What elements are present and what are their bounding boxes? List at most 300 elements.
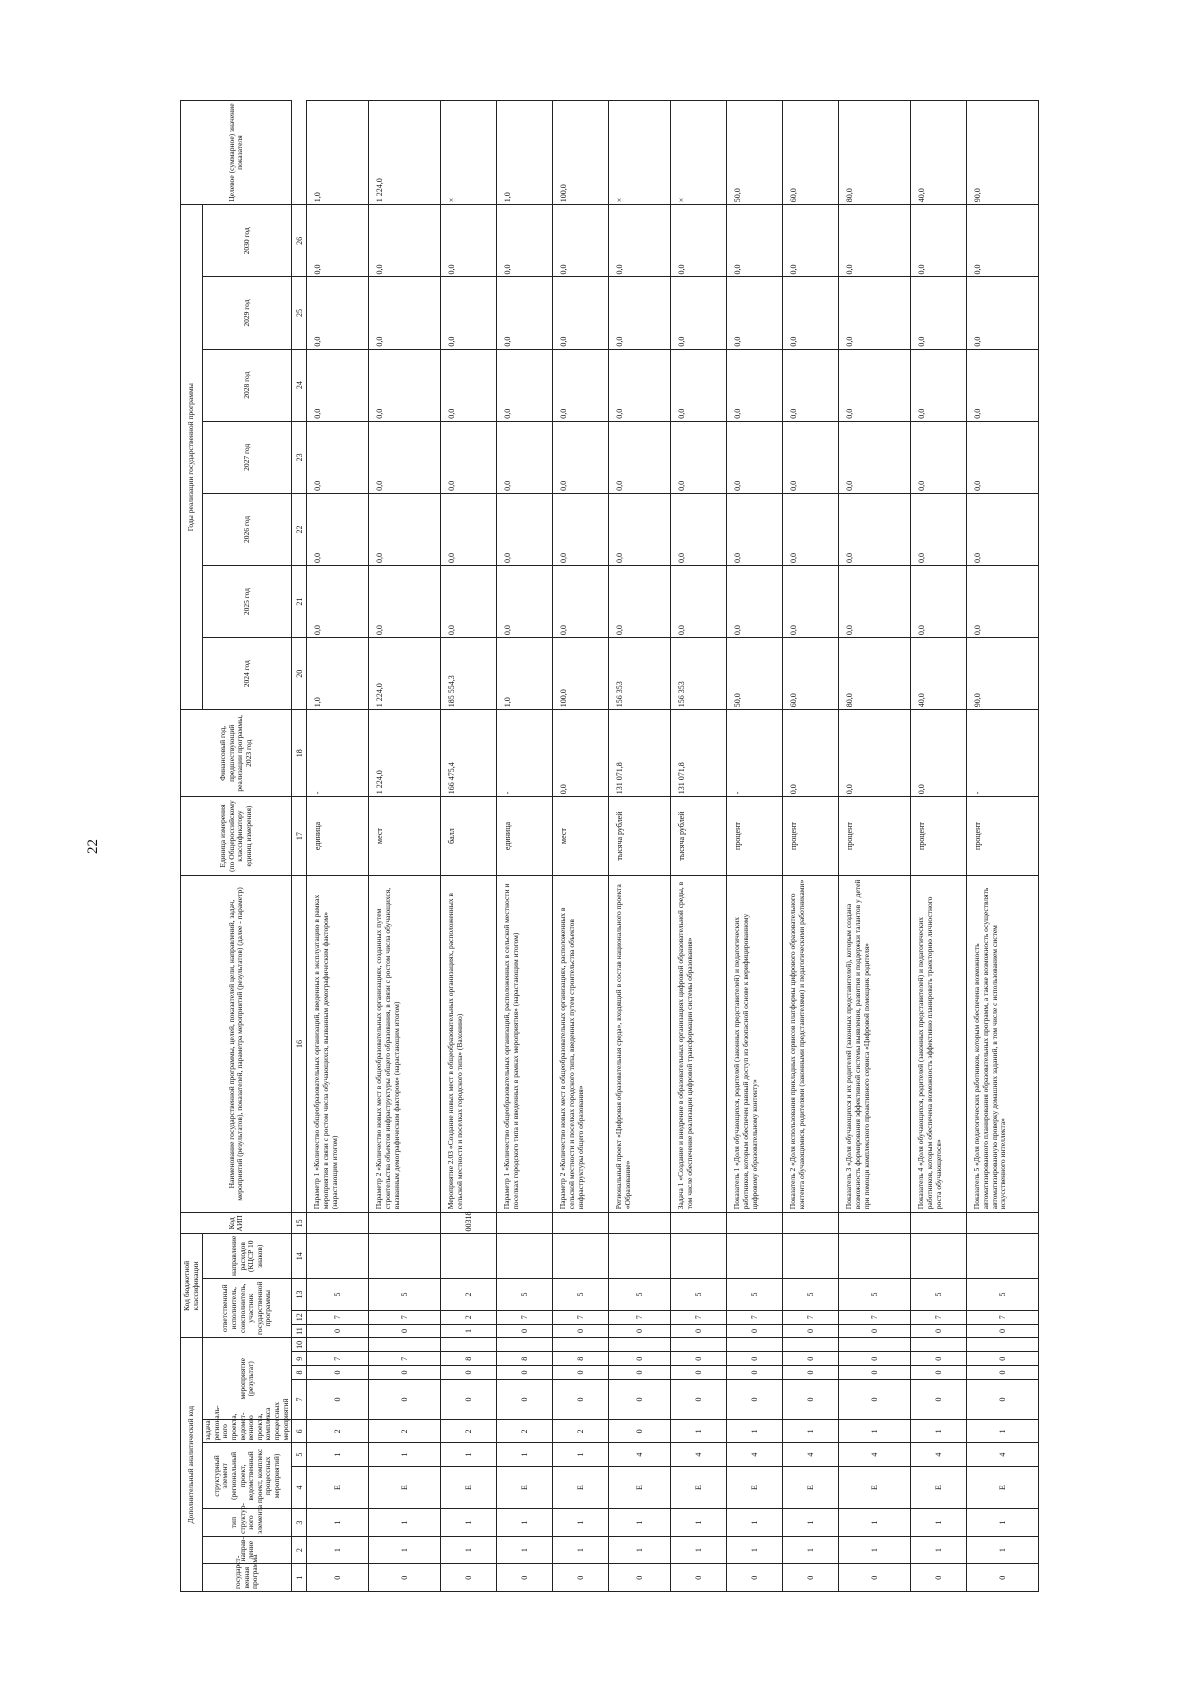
code-exec-3: 5 (783, 1279, 839, 1311)
fin-year-value: 0,0 (783, 710, 839, 797)
code-type: 1 (727, 1509, 783, 1537)
code-event-2: 0 (783, 1366, 839, 1380)
fin-year-value: - (497, 710, 553, 797)
row-unit: процент (727, 797, 783, 876)
table-row (609, 101, 671, 1592)
value-2028: 0,0 (783, 349, 839, 421)
col-num: 24 (292, 349, 307, 421)
code-gp: 0 (497, 1564, 553, 1592)
code-task: 2 (441, 1420, 497, 1443)
table-row (497, 101, 553, 1592)
value-2029: 0,0 (441, 277, 497, 349)
fin-year-value: - (727, 710, 783, 797)
value-2025: 0,0 (967, 566, 1039, 638)
code-gp: 0 (609, 1564, 671, 1592)
code-exec-1: 0 (783, 1324, 839, 1338)
code-type: 1 (839, 1509, 911, 1537)
hdr-event: мероприятие (результат) (203, 1338, 292, 1420)
row-name: Показатель 4 «Доля обучающихся, родителей (законных представителей) и педагогических работников, которым обеспечена возможность эффективно планировать траекторию личностного роста обучающегося» (911, 875, 967, 1212)
kcsr-code (307, 1234, 369, 1279)
value-2028: 0,0 (671, 349, 727, 421)
aip-code (307, 1213, 369, 1234)
code-event-3: 0 (839, 1352, 911, 1366)
code-direction: 1 (911, 1536, 967, 1564)
value-2030: 0,0 (839, 205, 911, 277)
value-2026: 0,0 (553, 493, 609, 565)
value-2027: 0,0 (783, 421, 839, 493)
value-2025: 0,0 (727, 566, 783, 638)
col-num: 26 (292, 205, 307, 277)
code-direction: 1 (671, 1536, 727, 1564)
col-num: 5 (292, 1443, 307, 1466)
value-2026: 0,0 (727, 493, 783, 565)
value-2025: 0,0 (441, 566, 497, 638)
row-name: Региональный проект «Цифровая образовательная среда», входящий в состав национального проекта «Образование» (609, 875, 671, 1212)
code-event-4 (783, 1338, 839, 1352)
col-num: 23 (292, 421, 307, 493)
target-value: 90,0 (967, 101, 1039, 205)
code-exec-2: 7 (727, 1310, 783, 1324)
code-task: 1 (727, 1420, 783, 1443)
code-struct-num: 4 (911, 1443, 967, 1466)
code-type: 1 (441, 1509, 497, 1537)
hdr-struct: структурный элемент (региональный проект, ведомственный проект, комплекс процессных мероприятий) (203, 1443, 292, 1509)
code-exec-3: 5 (307, 1279, 369, 1311)
kcsr-code (911, 1234, 967, 1279)
value-2025: 0,0 (671, 566, 727, 638)
hdr-year-2024: 2024 год (203, 638, 292, 710)
page-number: 22 (85, 839, 101, 854)
row-unit: мест (369, 797, 441, 876)
value-2030: 0,0 (369, 205, 441, 277)
table-row (783, 101, 839, 1592)
fin-year-value: 0,0 (911, 710, 967, 797)
code-struct: Е (497, 1466, 553, 1508)
value-2027: 0,0 (497, 421, 553, 493)
value-2026: 0,0 (497, 493, 553, 565)
code-struct-num: 1 (369, 1443, 441, 1466)
value-2030: 0,0 (307, 205, 369, 277)
col-num: 21 (292, 566, 307, 638)
hdr-fin-year: Финансовый год, предшествующий реализации программы, 2023 год (181, 710, 292, 797)
code-struct: Е (727, 1466, 783, 1508)
code-gp: 0 (553, 1564, 609, 1592)
value-2030: 0,0 (783, 205, 839, 277)
value-2025: 0,0 (609, 566, 671, 638)
kcsr-code (553, 1234, 609, 1279)
target-value: 50,0 (727, 101, 783, 205)
value-2028: 0,0 (727, 349, 783, 421)
code-task: 1 (839, 1420, 911, 1443)
value-2026: 0,0 (671, 493, 727, 565)
kcsr-code (783, 1234, 839, 1279)
hdr-year-2025: 2025 год (203, 566, 292, 638)
code-event-4 (609, 1338, 671, 1352)
code-event-1: 0 (307, 1379, 369, 1419)
col-num: 8 (292, 1366, 307, 1380)
code-event-4 (553, 1338, 609, 1352)
fin-year-value: 0,0 (553, 710, 609, 797)
value-2029: 0,0 (967, 277, 1039, 349)
col-num: 13 (292, 1279, 307, 1311)
code-struct-num: 1 (441, 1443, 497, 1466)
code-direction: 1 (967, 1536, 1039, 1564)
code-event-1: 0 (609, 1379, 671, 1419)
hdr-year-2029: 2029 год (203, 277, 292, 349)
value-2027: 0,0 (441, 421, 497, 493)
code-struct-num: 4 (839, 1443, 911, 1466)
code-type: 1 (671, 1509, 727, 1537)
col-num: 2 (292, 1536, 307, 1564)
code-event-2: 0 (369, 1366, 441, 1380)
target-value: × (609, 101, 671, 205)
code-exec-1: 0 (967, 1324, 1039, 1338)
col-num: 14 (292, 1234, 307, 1279)
row-name: Параметр 2 «Количество новых мест в общеобразовательных организациях, расположенных в сельской местности и поселках городского типа, введенных путем строительства объектов инфраструктуры общего образования» (553, 875, 609, 1212)
code-event-4 (727, 1338, 783, 1352)
code-direction: 1 (783, 1536, 839, 1564)
fin-year-value: - (967, 710, 1039, 797)
hdr-target: Целевое (суммарное) значение показателя (181, 101, 292, 205)
code-exec-1: 0 (671, 1324, 727, 1338)
code-event-3: 0 (967, 1352, 1039, 1366)
code-event-1: 0 (369, 1379, 441, 1419)
code-type: 1 (553, 1509, 609, 1537)
fin-year-value: 131 071,8 (671, 710, 727, 797)
col-num: 3 (292, 1509, 307, 1537)
value-2024: 156 353 (609, 638, 671, 710)
code-exec-1: 0 (369, 1324, 441, 1338)
value-2029: 0,0 (839, 277, 911, 349)
aip-code (369, 1213, 441, 1234)
row-name: Показатель 2 «Доля использования прикладных сервисов платформы цифрового образовательного контента обучающимися, родителями (законными представителями) и педагогическими работниками» (783, 875, 839, 1212)
code-task: 2 (307, 1420, 369, 1443)
value-2025: 0,0 (497, 566, 553, 638)
value-2027: 0,0 (911, 421, 967, 493)
fin-year-value: 166 475,4 (441, 710, 497, 797)
code-struct-num: 1 (497, 1443, 553, 1466)
code-event-4 (307, 1338, 369, 1352)
code-event-1: 0 (783, 1379, 839, 1419)
code-gp: 0 (967, 1564, 1039, 1592)
value-2028: 0,0 (839, 349, 911, 421)
hdr-gp: государст-венная программа (203, 1564, 292, 1592)
col-num: 16 (292, 875, 307, 1212)
aip-code (967, 1213, 1039, 1234)
code-exec-3: 5 (671, 1279, 727, 1311)
hdr-analytic-code: Дополнительный аналитический код (181, 1338, 203, 1592)
code-direction: 1 (369, 1536, 441, 1564)
table-row (911, 101, 967, 1592)
hdr-type: тип структур-ного элемента (203, 1509, 292, 1537)
value-2029: 0,0 (307, 277, 369, 349)
row-unit: единица (307, 797, 369, 876)
value-2025: 0,0 (307, 566, 369, 638)
hdr-year-2026: 2026 год (203, 493, 292, 565)
code-exec-3: 5 (839, 1279, 911, 1311)
table-row (441, 101, 497, 1592)
code-event-2: 0 (727, 1366, 783, 1380)
code-type: 1 (497, 1509, 553, 1537)
row-unit: мест (553, 797, 609, 876)
code-event-1: 0 (727, 1379, 783, 1419)
code-struct-num: 1 (307, 1443, 369, 1466)
row-name: Показатель 1 «Доля обучающихся, родителей (законных представителей) и педагогических работников, которым обеспечен равный доступ из безопасной основе к верифицированному цифровому образовательному контенту» (727, 875, 783, 1212)
code-event-3: 8 (497, 1352, 553, 1366)
code-event-1: 0 (839, 1379, 911, 1419)
value-2026: 0,0 (609, 493, 671, 565)
code-gp: 0 (911, 1564, 967, 1592)
row-name: Параметр 1 «Количество общеобразовательных организаций, введенных в эксплуатацию в рамках мероприятия в связи с ростом числа обучающихся, вызванным демографическим фактором» (нарастающим итогом) (307, 875, 369, 1212)
value-2027: 0,0 (967, 421, 1039, 493)
code-struct: Е (307, 1466, 369, 1508)
value-2029: 0,0 (727, 277, 783, 349)
code-event-2: 0 (609, 1366, 671, 1380)
row-name: Мероприятие 2.03 «Создание новых мест в общеобразовательных организациях, расположенных в сельской местности и поселках городского типа» (Вахонино) (441, 875, 497, 1212)
value-2024: 185 554,3 (441, 638, 497, 710)
code-exec-3: 5 (497, 1279, 553, 1311)
code-exec-1: 0 (609, 1324, 671, 1338)
code-direction: 1 (307, 1536, 369, 1564)
code-event-3: 0 (671, 1352, 727, 1366)
value-2024: 50,0 (727, 638, 783, 710)
value-2025: 0,0 (783, 566, 839, 638)
table-row (553, 101, 609, 1592)
code-event-1: 0 (497, 1379, 553, 1419)
value-2024: 1 224,0 (369, 638, 441, 710)
kcsr-code (967, 1234, 1039, 1279)
row-unit: процент (967, 797, 1039, 876)
table-row (967, 101, 1039, 1592)
kcsr-code (839, 1234, 911, 1279)
code-struct: Е (839, 1466, 911, 1508)
code-exec-2: 7 (307, 1310, 369, 1324)
value-2028: 0,0 (441, 349, 497, 421)
col-num: 25 (292, 277, 307, 349)
value-2028: 0,0 (369, 349, 441, 421)
value-2026: 0,0 (911, 493, 967, 565)
code-struct-num: 4 (967, 1443, 1039, 1466)
col-num: 7 (292, 1379, 307, 1419)
code-exec-1: 0 (497, 1324, 553, 1338)
code-struct-num: 1 (553, 1443, 609, 1466)
value-2028: 0,0 (911, 349, 967, 421)
aip-code (553, 1213, 609, 1234)
value-2025: 0,0 (839, 566, 911, 638)
code-direction: 1 (441, 1536, 497, 1564)
code-event-2: 0 (441, 1366, 497, 1380)
code-struct-num: 4 (609, 1443, 671, 1466)
value-2030: 0,0 (553, 205, 609, 277)
value-2025: 0,0 (369, 566, 441, 638)
code-direction: 1 (609, 1536, 671, 1564)
hdr-unit: Единица измерения (по Общероссийскому классификатору единиц измерения) (181, 797, 292, 876)
code-struct: Е (441, 1466, 497, 1508)
code-event-4 (839, 1338, 911, 1352)
code-exec-2: 7 (609, 1310, 671, 1324)
code-exec-2: 7 (911, 1310, 967, 1324)
target-value: 1,0 (307, 101, 369, 205)
value-2030: 0,0 (967, 205, 1039, 277)
col-num: 6 (292, 1420, 307, 1443)
program-table (180, 100, 1039, 1592)
code-event-4 (441, 1338, 497, 1352)
aip-code (911, 1213, 967, 1234)
hdr-task: задача региональ-ного проекта, ведомст-венного проекта, комплекса процессных мероприятий (203, 1420, 292, 1443)
code-event-2: 0 (671, 1366, 727, 1380)
code-type: 1 (307, 1509, 369, 1537)
row-unit: тысяча рублей (609, 797, 671, 876)
code-direction: 1 (497, 1536, 553, 1564)
value-2026: 0,0 (839, 493, 911, 565)
target-value: 60,0 (783, 101, 839, 205)
code-task: 1 (911, 1420, 967, 1443)
target-value: 40,0 (911, 101, 967, 205)
value-2027: 0,0 (369, 421, 441, 493)
value-2026: 0,0 (783, 493, 839, 565)
value-2029: 0,0 (497, 277, 553, 349)
aip-code (783, 1213, 839, 1234)
hdr-year-2028: 2028 год (203, 349, 292, 421)
row-unit: процент (911, 797, 967, 876)
value-2026: 0,0 (307, 493, 369, 565)
code-type: 1 (369, 1509, 441, 1537)
code-struct: Е (671, 1466, 727, 1508)
code-struct: Е (609, 1466, 671, 1508)
col-num: 18 (292, 710, 307, 797)
code-exec-2: 7 (839, 1310, 911, 1324)
hdr-budget-code: Код бюджетной классификации (181, 1234, 203, 1338)
target-value: × (671, 101, 727, 205)
code-exec-3: 5 (369, 1279, 441, 1311)
code-type: 1 (967, 1509, 1039, 1537)
kcsr-code (609, 1234, 671, 1279)
code-exec-3: 5 (553, 1279, 609, 1311)
code-gp: 0 (441, 1564, 497, 1592)
code-event-3: 7 (369, 1352, 441, 1366)
code-event-4 (967, 1338, 1039, 1352)
value-2027: 0,0 (553, 421, 609, 493)
code-exec-1: 0 (307, 1324, 369, 1338)
code-type: 1 (783, 1509, 839, 1537)
value-2024: 1,0 (307, 638, 369, 710)
code-event-3: 7 (307, 1352, 369, 1366)
code-struct-num: 4 (727, 1443, 783, 1466)
code-event-4 (497, 1338, 553, 1352)
hdr-executor: ответственный исполнитель, соисполнитель, участник государственной программы (203, 1279, 292, 1338)
value-2024: 40,0 (911, 638, 967, 710)
col-num: 20 (292, 638, 307, 710)
code-task: 0 (609, 1420, 671, 1443)
code-direction: 1 (727, 1536, 783, 1564)
value-2024: 1,0 (497, 638, 553, 710)
col-num: 15 (292, 1213, 307, 1234)
value-2027: 0,0 (839, 421, 911, 493)
value-2029: 0,0 (671, 277, 727, 349)
code-event-2: 0 (307, 1366, 369, 1380)
row-unit: тысяча рублей (671, 797, 727, 876)
code-event-4 (369, 1338, 441, 1352)
col-num: 22 (292, 493, 307, 565)
rotated-table-wrapper (180, 100, 1080, 1592)
aip-code: 00318 (441, 1213, 497, 1234)
code-direction: 1 (839, 1536, 911, 1564)
code-exec-2: 7 (497, 1310, 553, 1324)
row-unit: процент (783, 797, 839, 876)
value-2027: 0,0 (609, 421, 671, 493)
code-event-2: 0 (967, 1366, 1039, 1380)
code-struct: Е (553, 1466, 609, 1508)
table-body (307, 101, 1039, 1592)
hdr-years-group: Годы реализации государственной программы (181, 205, 203, 710)
code-gp: 0 (839, 1564, 911, 1592)
fin-year-value: - (307, 710, 369, 797)
code-event-3: 0 (609, 1352, 671, 1366)
target-value: 1,0 (497, 101, 553, 205)
value-2024: 60,0 (783, 638, 839, 710)
code-event-1: 0 (967, 1379, 1039, 1419)
target-value: 100,0 (553, 101, 609, 205)
value-2028: 0,0 (609, 349, 671, 421)
row-name: Параметр 1 «Количество общеобразовательных организаций, расположенных в сельской местности и поселках городского типа и введенных в рамках мероприятия» (нарастающим итогом) (497, 875, 553, 1212)
hdr-direction: направ-ление (203, 1536, 292, 1564)
code-exec-3: 5 (609, 1279, 671, 1311)
code-task: 1 (967, 1420, 1039, 1443)
code-exec-1: 0 (839, 1324, 911, 1338)
code-exec-2: 2 (441, 1310, 497, 1324)
table-row (727, 101, 783, 1592)
code-gp: 0 (307, 1564, 369, 1592)
code-struct: Е (783, 1466, 839, 1508)
code-type: 1 (911, 1509, 967, 1537)
hdr-year-2030: 2030 год (203, 205, 292, 277)
row-name: Параметр 2 «Количество новых мест в общеобразовательных организациях, созданных путем строительства объектов инфраструктуры общего образования, в связи с ростом числа обучающихся, вызванным демографическим фактором» (нарастающим итогом) (369, 875, 441, 1212)
value-2028: 0,0 (497, 349, 553, 421)
code-event-1: 0 (911, 1379, 967, 1419)
code-event-1: 0 (671, 1379, 727, 1419)
code-exec-2: 7 (369, 1310, 441, 1324)
code-event-2: 0 (553, 1366, 609, 1380)
code-task: 2 (553, 1420, 609, 1443)
value-2026: 0,0 (369, 493, 441, 565)
code-exec-2: 7 (671, 1310, 727, 1324)
aip-code (839, 1213, 911, 1234)
code-event-2: 0 (911, 1366, 967, 1380)
value-2030: 0,0 (671, 205, 727, 277)
code-exec-2: 7 (553, 1310, 609, 1324)
code-event-2: 0 (839, 1366, 911, 1380)
value-2026: 0,0 (441, 493, 497, 565)
aip-code (497, 1213, 553, 1234)
hdr-name: Наименование государственной программы, целей, показателей цели, направлений, задач, мероприятий (результатов), показателей, параметра мероприятий (результатов) (далее - параметр) (181, 875, 292, 1212)
code-exec-3: 5 (727, 1279, 783, 1311)
code-exec-3: 2 (441, 1279, 497, 1311)
aip-code (671, 1213, 727, 1234)
code-task: 2 (369, 1420, 441, 1443)
column-number-row (292, 101, 307, 1592)
col-num: 1 (292, 1564, 307, 1592)
code-exec-1: 0 (911, 1324, 967, 1338)
aip-code (727, 1213, 783, 1234)
target-value: 80,0 (839, 101, 911, 205)
code-struct: Е (967, 1466, 1039, 1508)
code-exec-1: 0 (553, 1324, 609, 1338)
kcsr-code (369, 1234, 441, 1279)
table-row (369, 101, 441, 1592)
hdr-year-2027: 2027 год (203, 421, 292, 493)
value-2025: 0,0 (553, 566, 609, 638)
code-exec-3: 5 (967, 1279, 1039, 1311)
